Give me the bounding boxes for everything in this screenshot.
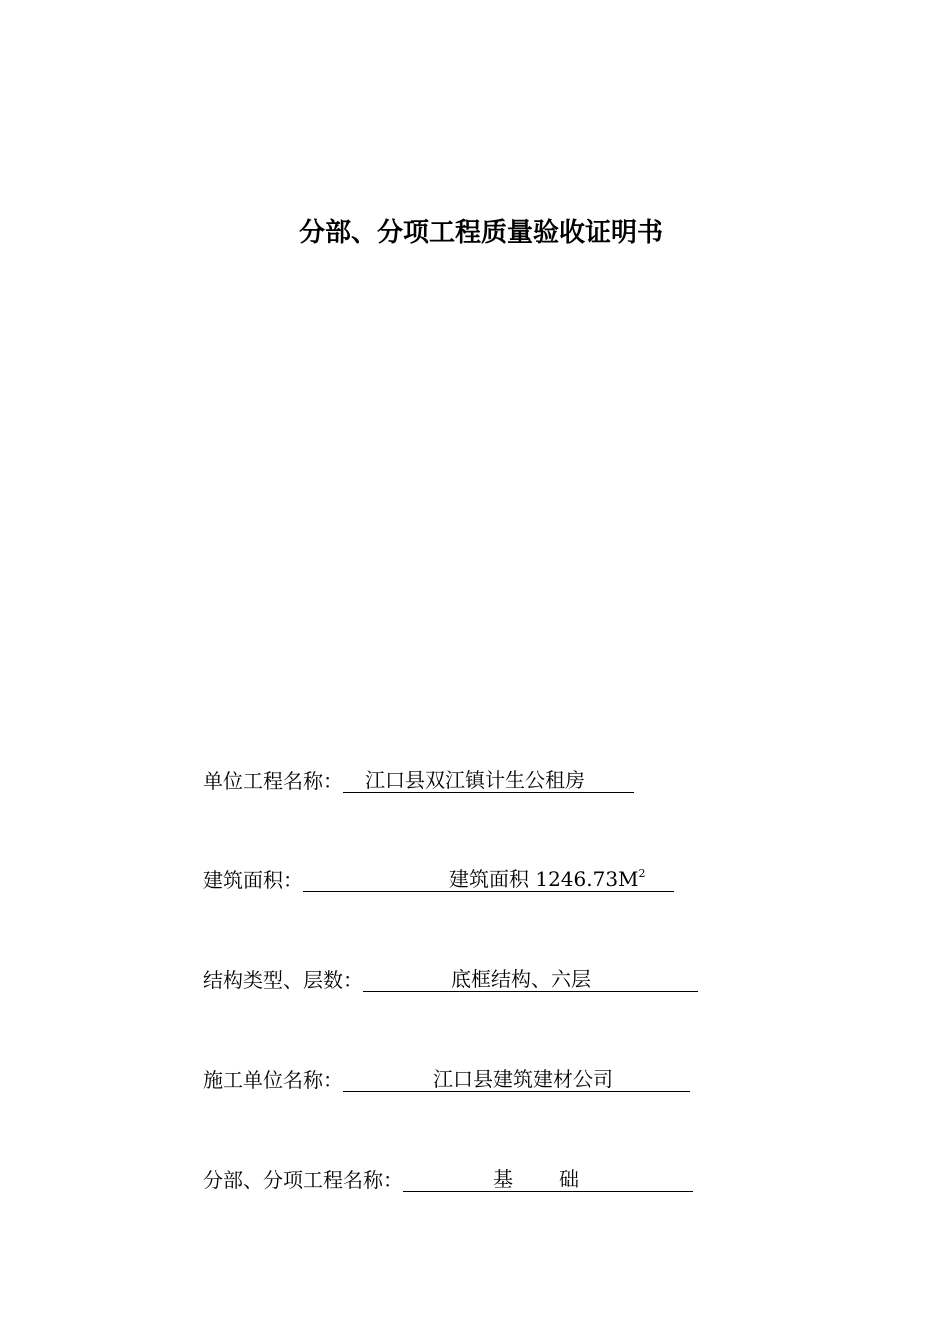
subproject-name-value-part2: 础	[559, 1167, 579, 1191]
structure-type-value: 底框结构、六层	[363, 967, 698, 992]
unit-project-name-field	[203, 763, 634, 793]
subproject-name-label: 分部、分项工程名称：	[203, 1168, 403, 1192]
subproject-name-field	[203, 1162, 693, 1192]
subproject-name-value-part1: 基	[493, 1167, 513, 1191]
document-title: 分部、分项工程质量验收证明书	[298, 218, 663, 248]
building-area-value-wrap	[303, 867, 674, 892]
structure-type-label: 结构类型、层数：	[203, 968, 363, 992]
unit-project-name-label: 单位工程名称：	[203, 769, 343, 793]
subproject-name-value	[403, 1167, 693, 1192]
contractor-name-label: 施工单位名称：	[203, 1068, 343, 1092]
contractor-name-field	[203, 1062, 690, 1092]
area-unit-superscript: 2	[638, 867, 646, 880]
unit-project-name-value: 江口县双江镇计生公租房	[343, 768, 634, 793]
contractor-name-value: 江口县建筑建材公司	[343, 1067, 690, 1092]
building-area-field	[203, 862, 674, 892]
structure-type-field	[203, 962, 698, 992]
building-area-label: 建筑面积：	[203, 868, 303, 892]
building-area-value: 建筑面积 1246.73M	[449, 867, 639, 891]
